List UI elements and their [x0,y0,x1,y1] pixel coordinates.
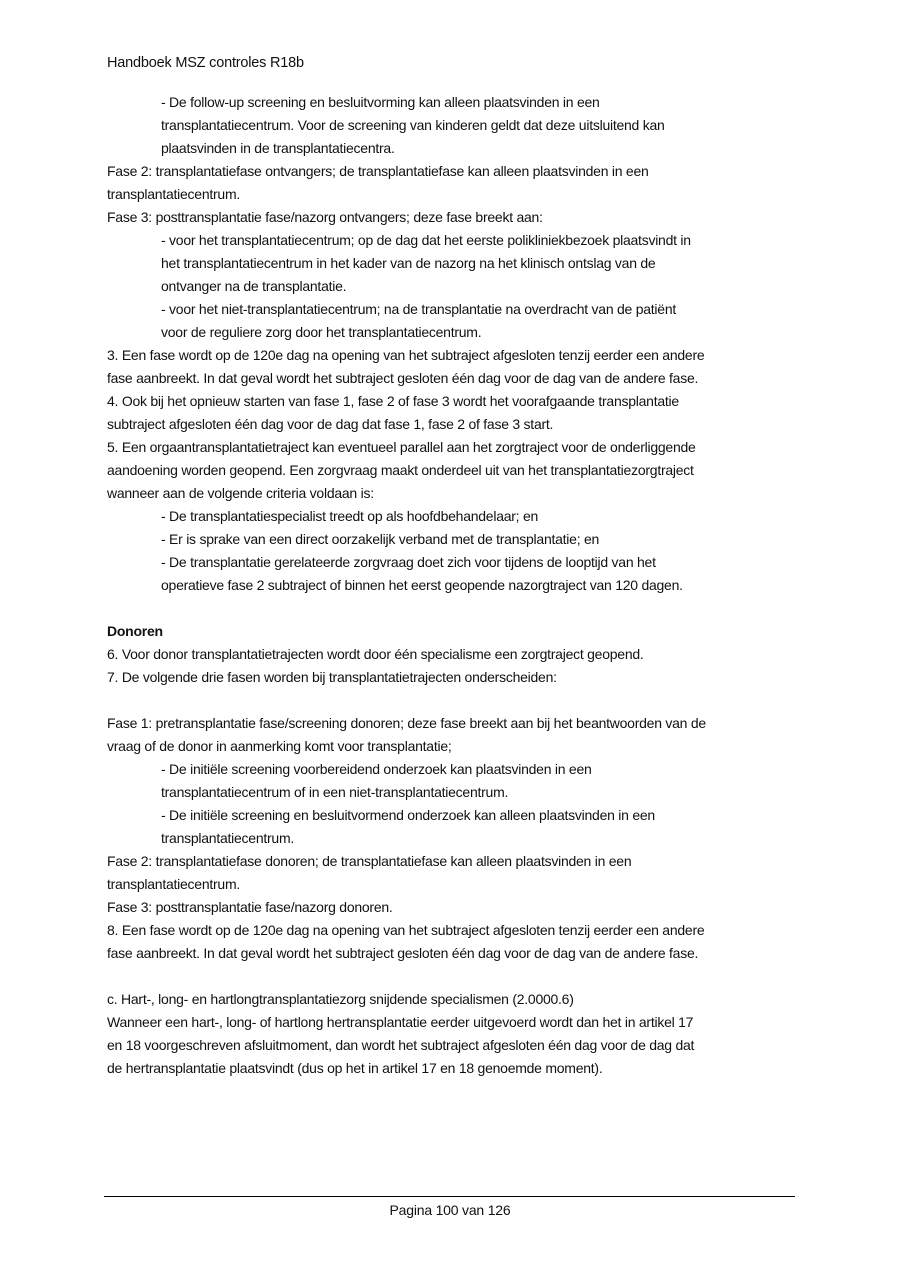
indented-text-line: plaatsvinden in de transplantatiecentra. [161,140,395,156]
spacer [107,689,797,712]
indented-text-line: transplantatiecentrum of in een niet-transplantatiecentrum. [161,784,509,800]
indented-text-line: - De transplantatiespecialist treedt op als hoofdbehandelaar; en [161,508,539,524]
spacer [107,597,797,620]
indented-text-line: - De follow-up screening en besluitvorming kan alleen plaatsvinden in een [161,94,600,110]
running-header: Handboek MSZ controles R18b [107,55,304,71]
donor-phases-block [107,712,797,965]
donor-intro-block [107,643,797,689]
text-line: de hertransplantatie plaatsvindt (dus op het in artikel 17 en 18 genoemde moment). [107,1060,603,1076]
text-line: 4. Ook bij het opnieuw starten van fase 1, fase 2 of fase 3 wordt het voorafgaande transplantatie [107,393,679,409]
heart-lung-section-block [107,988,797,1080]
text-line: Fase 2: transplantatiefase ontvangers; de transplantatiefase kan alleen plaatsvinden in een [107,163,649,179]
indented-text-line: - voor het niet-transplantatiecentrum; na de transplantatie na overdracht van de patiënt [161,301,676,317]
text-line: vraag of de donor in aanmerking komt voor transplantatie; [107,738,452,754]
text-line: fase aanbreekt. In dat geval wordt het subtraject gesloten één dag voor de dag van de andere fase. [107,945,699,961]
text-line: 7. De volgende drie fasen worden bij transplantatietrajecten onderscheiden: [107,669,557,685]
text-line: 3. Een fase wordt op de 120e dag na opening van het subtraject afgesloten tenzij eerder een andere [107,347,705,363]
text-line: Wanneer een hart-, long- of hartlong hertransplantatie eerder uitgevoerd wordt dan het in artikel 17 [107,1014,694,1030]
indented-text-line: - Er is sprake van een direct oorzakelijk verband met de transplantatie; en [161,531,600,547]
text-line: aandoening worden geopend. Een zorgvraag maakt onderdeel uit van het transplantatiezorgtraject [107,462,694,478]
indented-text-line: transplantatiecentrum. Voor de screening van kinderen geldt dat deze uitsluitend kan [161,117,665,133]
spacer [107,965,797,988]
recipients-phases-block [107,91,797,597]
section-heading-donoren: Donoren [107,623,163,639]
indented-text-line: transplantatiecentrum. [161,830,295,846]
text-line: fase aanbreekt. In dat geval wordt het subtraject gesloten één dag voor de dag van de andere fase. [107,370,699,386]
indented-text-line: het transplantatiecentrum in het kader van de nazorg na het klinisch ontslag van de [161,255,656,271]
page-number: Pagina 100 van 126 [389,1202,511,1218]
text-line: 6. Voor donor transplantatietrajecten wordt door één specialisme een zorgtraject geopend. [107,646,644,662]
text-line: wanneer aan de volgende criteria voldaan is: [107,485,374,501]
indented-text-line: - De transplantatie gerelateerde zorgvraag doet zich voor tijdens de looptijd van het [161,554,656,570]
text-line: Fase 3: posttransplantatie fase/nazorg donoren. [107,899,393,915]
text-line: en 18 voorgeschreven afsluitmoment, dan wordt het subtraject afgesloten één dag voor de dag dat [107,1037,695,1053]
indented-text-line: - voor het transplantatiecentrum; op de dag dat het eerste polikliniekbezoek plaatsvindt in [161,232,691,248]
indented-text-line: ontvanger na de transplantatie. [161,278,347,294]
indented-text-line: - De initiële screening en besluitvormend onderzoek kan alleen plaatsvinden in een [161,807,655,823]
text-line: 8. Een fase wordt op de 120e dag na opening van het subtraject afgesloten tenzij eerder een andere [107,922,705,938]
text-line: 5. Een orgaantransplantatietraject kan eventueel parallel aan het zorgtraject voor de onderliggende [107,439,696,455]
text-line: transplantatiecentrum. [107,876,241,892]
text-line: c. Hart-, long- en hartlongtransplantatiezorg snijdende specialismen (2.0000.6) [107,991,574,1007]
indented-text-line: - De initiële screening voorbereidend onderzoek kan plaatsvinden in een [161,761,592,777]
page-body [107,91,797,1080]
text-line: subtraject afgesloten één dag voor de dag dat fase 1, fase 2 of fase 3 start. [107,416,554,432]
text-line: Fase 1: pretransplantatie fase/screening donoren; deze fase breekt aan bij het beantwoorden van de [107,715,706,731]
text-line: Fase 2: transplantatiefase donoren; de transplantatiefase kan alleen plaatsvinden in een [107,853,632,869]
indented-text-line: operatieve fase 2 subtraject of binnen het eerst geopende nazorgtraject van 120 dagen. [161,577,683,593]
text-line: Fase 3: posttransplantatie fase/nazorg ontvangers; deze fase breekt aan: [107,209,543,225]
footer-divider [104,1196,795,1197]
text-line: transplantatiecentrum. [107,186,241,202]
indented-text-line: voor de reguliere zorg door het transplantatiecentrum. [161,324,482,340]
